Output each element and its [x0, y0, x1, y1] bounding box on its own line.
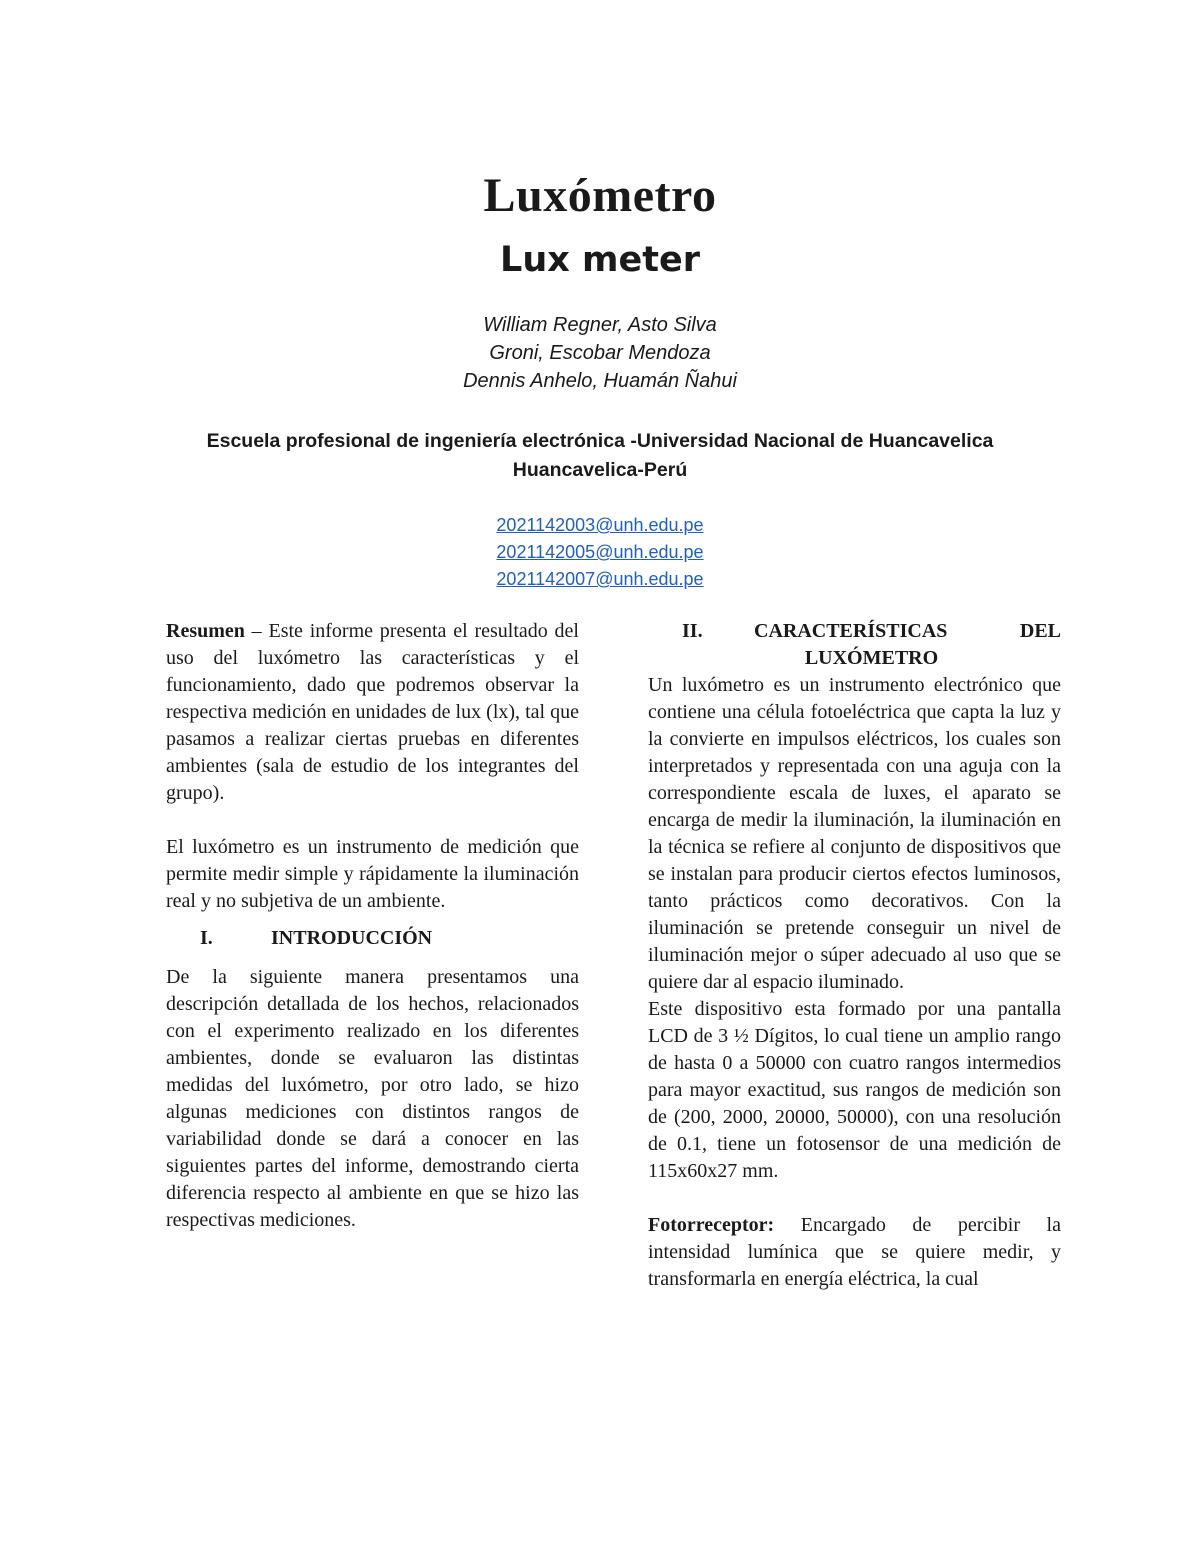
left-column: [166, 618, 579, 1234]
section-title-word: CARACTERÍSTICAS: [754, 620, 948, 642]
section-number: I.: [200, 927, 213, 949]
abstract-paragraph: [166, 618, 579, 807]
section-body: De la siguiente manera presentamos una descripción detallada de los hechos, relacionados con el experimento realizado en los diferentes ambientes, donde se evaluaron las distintas medidas del luxómetro, por otro lado, se hizo algunas mediciones con distintos rangos de variabilidad donde se dará a conocer en las siguientes partes del informe, demostrando cierta diferencia respecto al ambiente en que se hizo las respectivas mediciones.: [166, 966, 579, 1231]
author-list: [0, 311, 1200, 395]
abstract-text: – Este informe presenta el resultado del uso del luxómetro las características y el funcionamiento, dado que podremos observar la respectiva medición en unidades de lux (lx), tal que pasamos a realizar ciertas pruebas en diferentes ambientes (sala de estudio de los integrantes del grupo).: [166, 620, 579, 804]
affiliation-location: Huancavelica-Perú: [512, 459, 688, 481]
section-heading-introduction: [166, 925, 579, 952]
author-name: Dennis Anhelo, Huamán Ñahui: [463, 370, 737, 392]
affiliation: [0, 427, 1200, 485]
section-title-word: DEL: [1019, 620, 1061, 642]
intro-paragraph: El luxómetro es un instrumento de medición que permite medir simple y rápidamente la iluminación real y no subjetiva de un ambiente.: [166, 836, 579, 912]
section-title-line2: LUXÓMETRO: [804, 647, 939, 669]
right-column: [648, 618, 1061, 1293]
section-title: INTRODUCCIÓN: [271, 927, 433, 949]
page-subtitle: Lux meter: [500, 240, 700, 280]
author-name: Groni, Escobar Mendoza: [489, 342, 711, 364]
fotorreceptor-paragraph: [648, 1212, 1061, 1293]
abstract-label: Resumen: [166, 620, 245, 642]
email-link[interactable]: 2021142007@unh.edu.pe: [496, 569, 704, 589]
email-link[interactable]: 2021142003@unh.edu.pe: [496, 515, 704, 535]
fotorreceptor-text: Encargado de percibir la intensidad lumínica que se quiere medir, y transformarla en energía eléctrica, la cual: [648, 1214, 1061, 1290]
section-body: Este dispositivo esta formado por una pantalla LCD de 3 ½ Dígitos, lo cual tiene un amplio rango de hasta 0 a 50000 con cuatro rangos intermedios para mayor exactitud, sus rangos de medición son de (200, 2000, 20000, 50000), con una resolución de 0.1, tiene un fotosensor de una medición de 115x60x27 mm.: [648, 998, 1061, 1182]
author-name: William Regner, Asto Silva: [483, 314, 717, 336]
page-title: Luxómetro: [483, 169, 717, 222]
section-heading-caracteristicas: [648, 618, 1061, 672]
fotorreceptor-label: Fotorreceptor:: [648, 1214, 775, 1236]
affiliation-institution: Escuela profesional de ingeniería electrónica -Universidad Nacional de Huancavelica: [206, 430, 994, 452]
section-body: Un luxómetro es un instrumento electrónico que contiene una célula fotoeléctrica que capta la luz y la convierte en impulsos eléctricos, los cuales son interpretados y representada con una aguja con la correspondiente escala de luxes, el aparato se encarga de medir la iluminación, la iluminación en la técnica se refiere al conjunto de dispositivos que se instalan para producir ciertos efectos luminosos, tanto prácticos como decorativos. Con la iluminación se pretende conseguir un nivel de iluminación mejor o súper adecuado al uso que se quiere dar al espacio iluminado.: [648, 674, 1061, 993]
email-list: [0, 512, 1200, 593]
email-link[interactable]: 2021142005@unh.edu.pe: [496, 542, 704, 562]
section-number: II.: [682, 620, 703, 642]
